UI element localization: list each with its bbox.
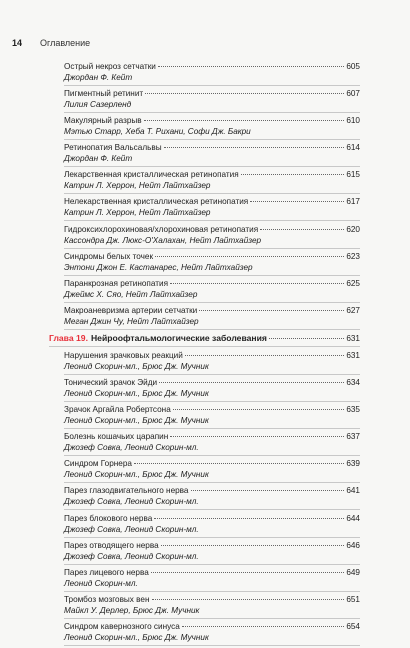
toc-entry [64, 305, 360, 330]
toc-entry-title: Болезнь кошачьих царапин [64, 432, 169, 442]
toc-entry-page: 646 [346, 540, 360, 550]
toc-entry-title-row [64, 115, 360, 126]
toc-entry-title: Парез блокового нерва [64, 513, 153, 523]
toc-entry-page: 607 [346, 89, 360, 99]
toc-entry-page: 644 [346, 513, 360, 523]
chapter-page: 631 [346, 333, 360, 343]
chapter-title: Нейроофтальмологические заболевания [90, 332, 267, 343]
toc-entry-title: Парез лицевого нерва [64, 567, 149, 577]
dot-leader [159, 382, 344, 383]
toc-entry [64, 567, 360, 592]
toc-entry-page: 639 [346, 459, 360, 469]
toc-entry-authors: Майкл У. Дерлер, Брюс Дж. Мучник [64, 605, 200, 615]
toc-entry-title: Тонический зрачок Эйди [64, 378, 158, 388]
toc-entry-authors: Лилия Сазерленд [64, 100, 132, 110]
toc-entries-before [64, 61, 360, 330]
toc-entry-title-row [64, 350, 360, 361]
toc-entry-title-row [64, 196, 360, 207]
toc-entry-title-row [64, 594, 360, 605]
dot-leader [269, 338, 344, 339]
toc-entry-authors: Леонид Скорин-мл., Брюс Дж. Мучник [64, 416, 209, 426]
toc-entry-authors: Меган Джин Чу, Нейт Лайтхайзер [64, 316, 199, 326]
dot-leader [152, 599, 345, 600]
toc-entry-page: 620 [346, 224, 360, 234]
toc-entry-page: 627 [346, 305, 360, 315]
toc-entry [64, 431, 360, 456]
toc-entry [64, 377, 360, 402]
toc-entry-authors: Катрин Л. Херрон, Нейт Лайтхайзер [64, 181, 211, 191]
toc-entry-title: Гидроксихлорохиновая/хлорохиновая ретинопатия [64, 224, 259, 234]
toc-entry-title: Парез глазодвигательного нерва [64, 486, 189, 496]
toc-entry [64, 169, 360, 194]
toc-entry [64, 142, 360, 167]
toc-entry-title-row [64, 61, 360, 72]
toc-entry-page: 625 [346, 278, 360, 288]
dot-leader [185, 355, 345, 356]
toc-entry-page: 634 [346, 378, 360, 388]
toc-entry-authors: Леонид Скорин-мл., Брюс Дж. Мучник [64, 632, 209, 642]
toc-entry-title: Макроаневризма артерии сетчатки [64, 305, 198, 315]
toc-entry [64, 350, 360, 375]
toc-entry-title-row [64, 224, 360, 235]
toc-entry-title: Паранкрозная ретинопатия [64, 278, 168, 288]
toc-entry-authors: Кассондра Дж. Люкс-О'Халахан, Нейт Лайтхайзер [64, 235, 262, 245]
toc-entry-title-row [64, 404, 360, 415]
toc-entry-page: 610 [346, 116, 360, 126]
dot-leader [173, 409, 345, 410]
toc-entry-title-row [64, 621, 360, 632]
table-of-contents [49, 61, 360, 648]
toc-entry [64, 251, 360, 276]
page-number: 14 [12, 38, 23, 48]
dot-leader [158, 66, 344, 67]
dot-leader [154, 518, 344, 519]
dot-leader [170, 283, 344, 284]
toc-entry-title-row [64, 377, 360, 388]
toc-entry-authors: Леонид Скорин-мл., Брюс Дж. Мучник [64, 389, 209, 399]
toc-entry-page: 615 [346, 170, 360, 180]
toc-entry-authors: Леонид Скорин-мл. [64, 578, 138, 588]
toc-entry-authors: Леонид Скорин-мл., Брюс Дж. Мучник [64, 470, 209, 480]
dot-leader [145, 93, 344, 94]
dot-leader [164, 147, 345, 148]
toc-entry-title-row [64, 169, 360, 180]
toc-entry [64, 61, 360, 86]
toc-entry-page: 637 [346, 432, 360, 442]
section-title: Оглавление [40, 38, 91, 48]
toc-entry [64, 513, 360, 538]
toc-entry [64, 196, 360, 221]
toc-entry-title: Зрачок Аргайла Робертсона [64, 405, 171, 415]
toc-entry-authors: Катрин Л. Херрон, Нейт Лайтхайзер [64, 208, 211, 218]
toc-entry-title: Нелекарственная кристаллическая ретинопатия [64, 197, 249, 207]
toc-entry-authors: Мэтью Старр, Хеба Т. Рихани, Софи Дж. Бакри [64, 127, 251, 137]
toc-entry [64, 540, 360, 565]
toc-entry-title-row [64, 458, 360, 469]
toc-entry-title: Синдромы белых точек [64, 251, 154, 261]
toc-entry-title: Нарушения зрачковых реакций [64, 350, 183, 360]
toc-entry-page: 635 [346, 405, 360, 415]
toc-entry-title: Острый некроз сетчатки [64, 62, 156, 71]
dot-leader [191, 490, 345, 491]
toc-entry-title: Пигментный ретинит [64, 89, 144, 99]
dot-leader [241, 174, 345, 175]
toc-entry-title: Парез отводящего нерва [64, 540, 159, 550]
toc-entry [64, 458, 360, 483]
toc-entry-page: 617 [346, 197, 360, 207]
toc-entry-title-row [64, 485, 360, 496]
page-header [12, 38, 398, 52]
toc-entry-title-row [64, 540, 360, 551]
toc-entry-authors: Энтони Джон Е. Кастанарес, Нейт Лайтхайзер [64, 262, 253, 272]
toc-entry-title: Тромбоз мозговых вен [64, 594, 150, 604]
toc-entry-authors: Джозеф Совка, Леонид Скорин-мл. [64, 551, 199, 561]
dot-leader [134, 463, 344, 464]
toc-entry-title-row [64, 251, 360, 262]
toc-entry-page: 631 [346, 350, 360, 360]
chapter-label: Глава 19. [49, 332, 88, 343]
toc-entry-title-row [64, 278, 360, 289]
toc-entry-title-row [64, 431, 360, 442]
toc-entry [64, 278, 360, 303]
toc-entry-authors: Джозеф Совка, Леонид Скорин-мл. [64, 524, 199, 534]
dot-leader [170, 436, 344, 437]
toc-entry-authors: Джеймс Х. Сяо, Нейт Лайтхайзер [64, 289, 198, 299]
toc-entry-page: 641 [346, 486, 360, 496]
dot-leader [155, 256, 344, 257]
toc-entry-page: 654 [346, 621, 360, 631]
toc-entry-page: 614 [346, 143, 360, 153]
toc-entry-authors: Джозеф Совка, Леонид Скорин-мл. [64, 497, 199, 507]
toc-entry-title-row [64, 305, 360, 316]
toc-entry-title-row [64, 142, 360, 153]
chapter-heading [49, 332, 360, 347]
toc-entry [64, 88, 360, 113]
dot-leader [161, 545, 345, 546]
toc-entry-page: 623 [346, 251, 360, 261]
toc-entry-page: 649 [346, 567, 360, 577]
dot-leader [199, 310, 344, 311]
toc-entry [64, 404, 360, 429]
toc-entry-title-row [64, 88, 360, 99]
toc-entry [64, 224, 360, 249]
dot-leader [182, 626, 345, 627]
dot-leader [260, 229, 344, 230]
toc-entry [64, 115, 360, 140]
dot-leader [250, 201, 344, 202]
dot-leader [144, 120, 345, 121]
toc-entry [64, 594, 360, 619]
toc-entry [64, 621, 360, 646]
toc-entry [64, 485, 360, 510]
toc-entries-after [64, 350, 360, 646]
toc-entry-title-row [64, 567, 360, 578]
toc-entry-title: Синдром Горнера [64, 459, 132, 469]
toc-entry-title: Лекарственная кристаллическая ретинопатия [64, 170, 239, 180]
toc-entry-authors: Джозеф Совка, Леонид Скорин-мл. [64, 443, 199, 453]
toc-entry-title: Ретинопатия Вальсальвы [64, 143, 162, 153]
toc-entry-title: Макулярный разрыв [64, 116, 142, 126]
toc-entry-authors: Джордан Ф. Кейт [64, 73, 133, 82]
toc-entry-authors: Джордан Ф. Кейт [64, 154, 133, 164]
dot-leader [151, 572, 345, 573]
toc-entry-page: 651 [346, 594, 360, 604]
toc-entry-authors: Леонид Скорин-мл., Брюс Дж. Мучник [64, 361, 209, 371]
toc-entry-title: Синдром кавернозного синуса [64, 621, 180, 631]
toc-entry-page: 605 [346, 62, 360, 71]
toc-entry-title-row [64, 513, 360, 524]
